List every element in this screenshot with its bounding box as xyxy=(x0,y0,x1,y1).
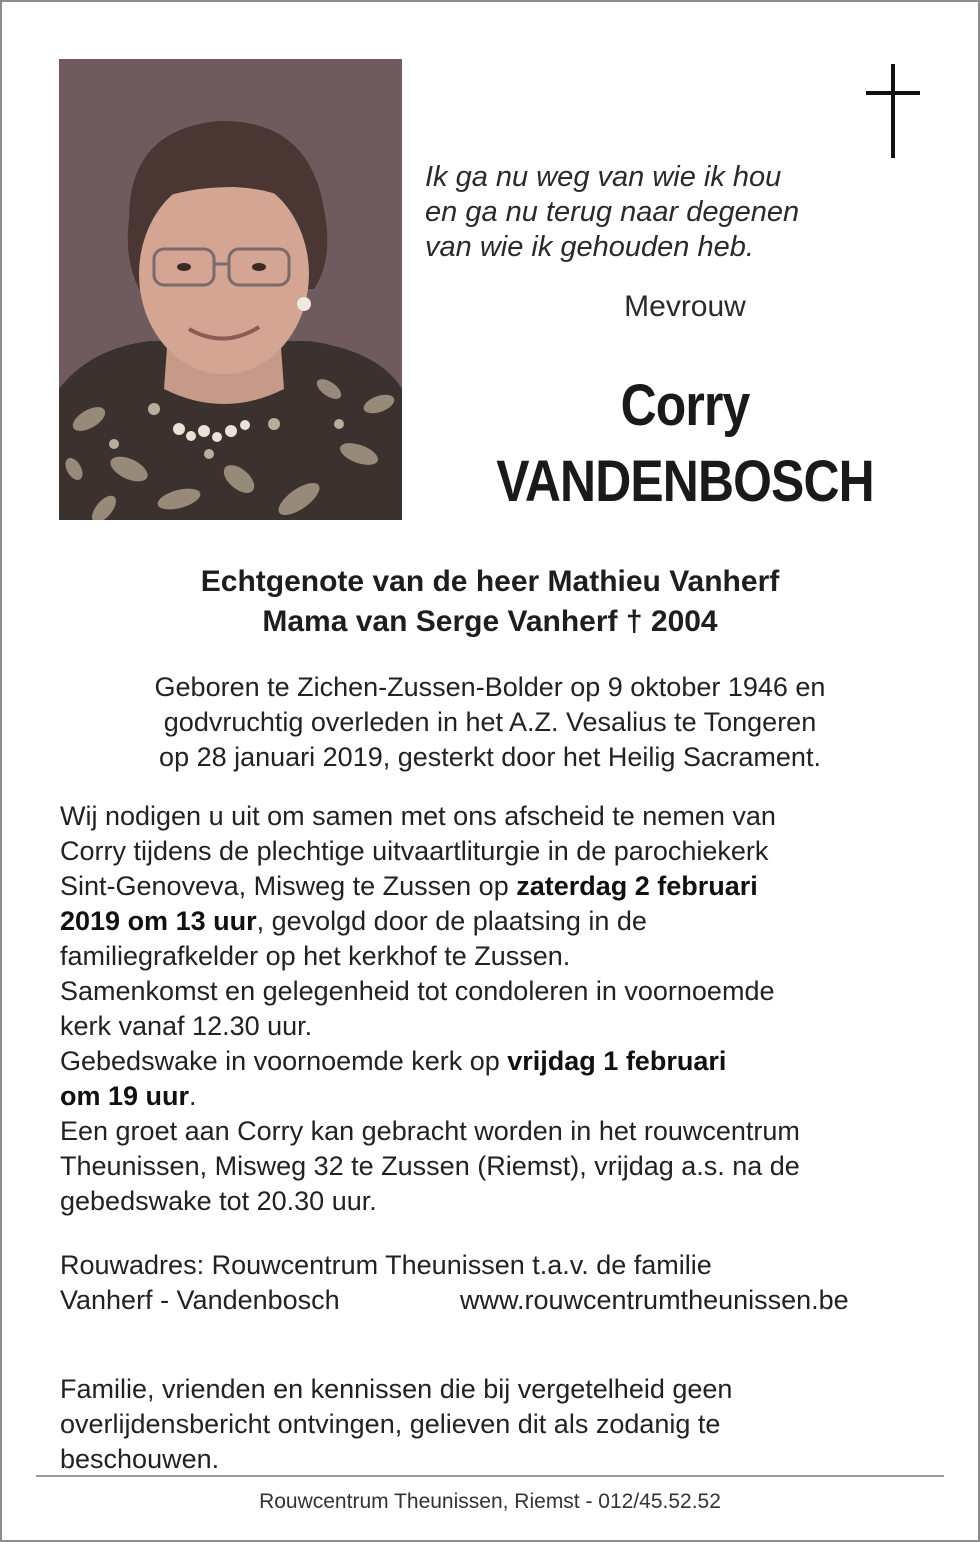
invitation-text: Sint-Genoveva, Misweg te Zussen op xyxy=(60,871,517,901)
footer-contact: Rouwcentrum Theunissen, Riemst - 012/45.52.52 xyxy=(259,1490,721,1513)
invitation-line: Corry tijdens de plechtige uitvaartliturgie in de parochiekerk xyxy=(60,836,769,866)
poem-line: Ik ga nu weg van wie ik hou xyxy=(425,161,782,193)
spouse-line: Echtgenote van de heer Mathieu Vanherf xyxy=(200,565,780,598)
invitation-line: kerk vanaf 12.30 uur. xyxy=(60,1011,313,1041)
divider xyxy=(36,1475,944,1477)
invitation-line: Samenkomst en gelegenheid tot condoleren in voornoemde xyxy=(60,976,775,1006)
mourning-address xyxy=(60,1248,940,1318)
invitation-line: Wij nodigen u uit om samen met ons afscheid te nemen van xyxy=(60,801,776,831)
first-name: Corry xyxy=(620,373,750,438)
birth-line: godvruchtig overleden in het A.Z. Vesalius te Tongeren xyxy=(163,707,817,737)
portrait-photo xyxy=(59,59,402,520)
invitation-line: Een groet aan Corry kan gebracht worden in het rouwcentrum xyxy=(60,1116,800,1146)
invitation-line xyxy=(60,1044,940,1079)
invitation-text: . xyxy=(189,1081,197,1111)
invitation-line xyxy=(60,1079,940,1114)
poem-line: van wie ik gehouden heb. xyxy=(425,231,754,263)
note-line: beschouwen. xyxy=(60,1444,220,1474)
child-line: Mama van Serge Vanherf † 2004 xyxy=(262,605,718,638)
birth-death-details xyxy=(40,670,940,775)
wake-date: vrijdag 1 februari xyxy=(507,1046,727,1076)
cross-icon xyxy=(866,64,920,158)
poem xyxy=(425,160,945,265)
invitation-line xyxy=(60,904,940,939)
honorific: Mevrouw xyxy=(624,290,746,323)
note-line: Familie, vrienden en kennissen die bij vergetelheid geen xyxy=(60,1374,733,1404)
address-line xyxy=(60,1283,940,1318)
family-name: Vanherf - Vandenbosch xyxy=(60,1285,340,1315)
funeral-date: zaterdag 2 februari xyxy=(516,871,758,901)
funeral-invitation xyxy=(60,799,940,1219)
wake-time: om 19 uur xyxy=(60,1081,190,1111)
website-link[interactable]: www.rouwcentrumtheunissen.be xyxy=(460,1285,849,1315)
birth-line: Geboren te Zichen-Zussen-Bolder op 9 oktober 1946 en xyxy=(154,672,826,702)
note-line: overlijdensbericht ontvingen, gelieven dit als zodanig te xyxy=(60,1409,721,1439)
funeral-time: 2019 om 13 uur xyxy=(60,906,257,936)
invitation-line: familiegrafkelder op het kerkhof te Zussen. xyxy=(60,941,571,971)
invitation-line: gebedswake tot 20.30 uur. xyxy=(60,1186,377,1216)
address-line: Rouwadres: Rouwcentrum Theunissen t.a.v. de familie xyxy=(60,1250,712,1280)
relations xyxy=(40,562,940,642)
last-name: VANDENBOSCH xyxy=(496,449,874,514)
notice-note xyxy=(60,1372,940,1477)
invitation-text: Gebedswake in voornoemde kerk op xyxy=(60,1046,508,1076)
birth-line: op 28 januari 2019, gesterkt door het Heilig Sacrament. xyxy=(159,742,821,772)
invitation-line: Theunissen, Misweg 32 te Zussen (Riemst), vrijdag a.s. na de xyxy=(60,1151,800,1181)
invitation-text: , gevolgd door de plaatsing in de xyxy=(256,906,647,936)
poem-line: en ga nu terug naar degenen xyxy=(425,196,800,228)
invitation-line xyxy=(60,869,940,904)
